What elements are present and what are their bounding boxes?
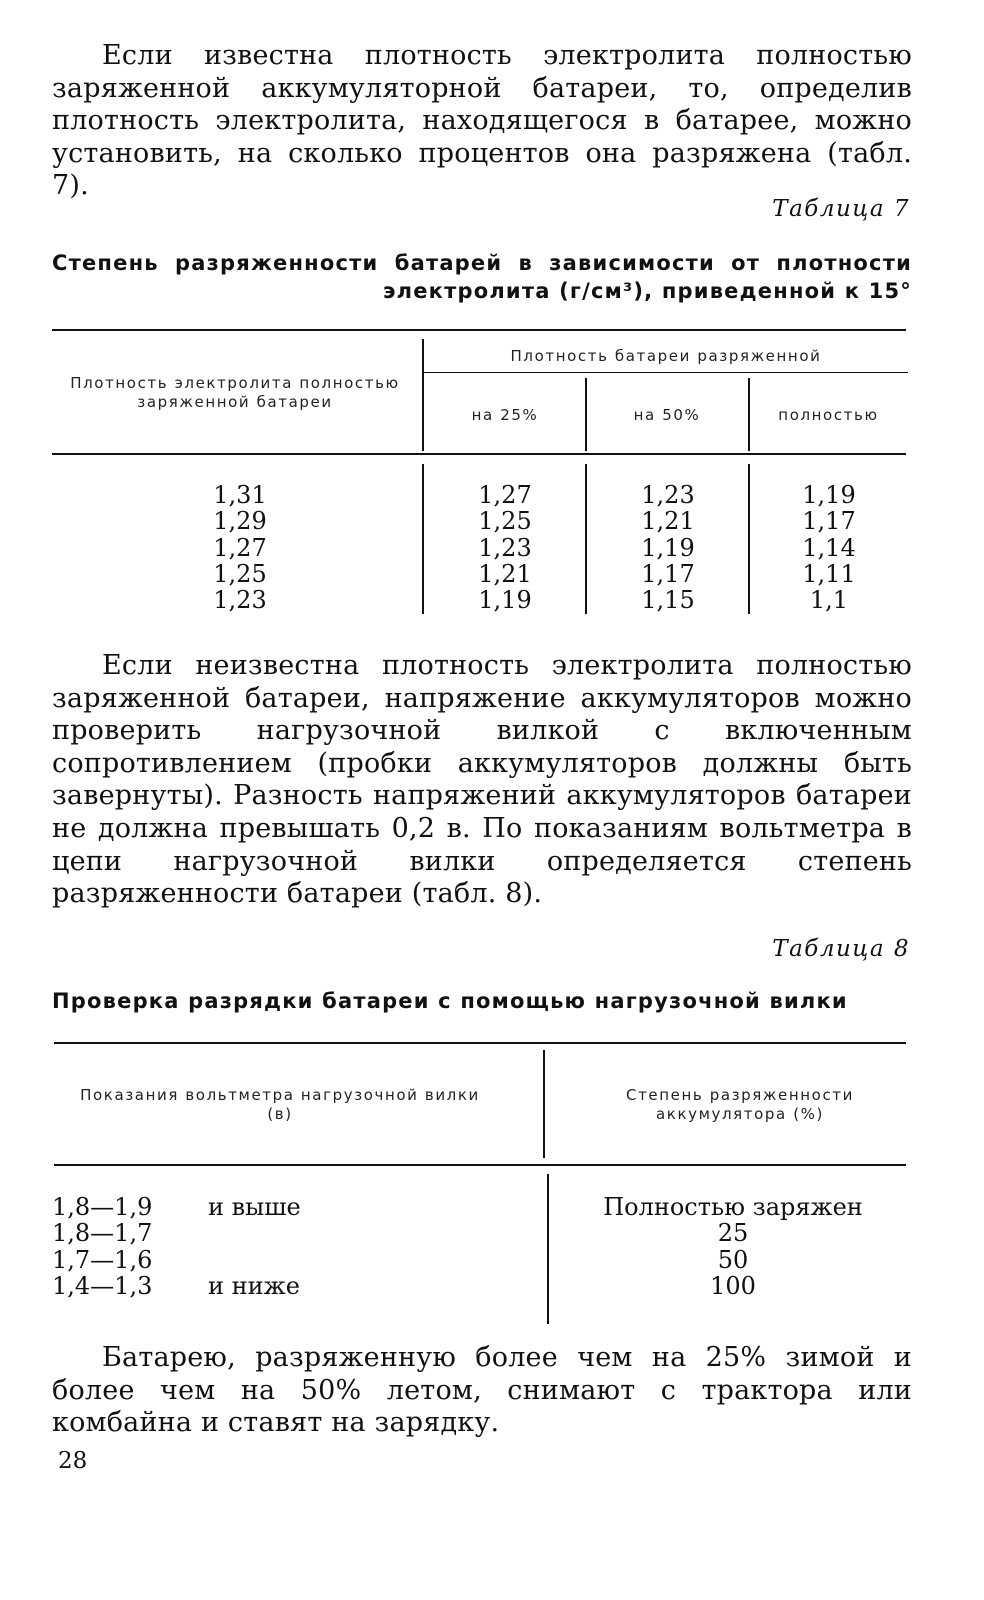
table7-label: Таблица 7	[772, 196, 910, 222]
table7-vline-2-body	[585, 464, 587, 614]
table8-vline-body	[547, 1174, 549, 1324]
table8-ranges	[52, 1194, 152, 1299]
table-cell: 1,8—1,9	[52, 1193, 153, 1221]
table-cell: 25	[717, 1219, 749, 1248]
table7-vline-2-head	[585, 378, 587, 451]
table-cell: 1,19	[802, 481, 856, 509]
table7-subheader-full: полностью	[778, 406, 879, 424]
table7-group-header: Плотность батареи разряженной	[510, 347, 822, 365]
table-cell: и ниже	[208, 1271, 300, 1300]
paragraph-intro: Если известна плотность электролита полностью заряженной аккумуляторной батареи, то, определив плотность электролита, находящегося в батарее, можно установить, на сколько процентов она разряжена (табл. 7).	[52, 40, 912, 202]
table-cell	[208, 1220, 301, 1246]
table8-header-right: Степень разряженности аккумулятора (%)	[626, 1086, 854, 1123]
table8-label: Таблица 8	[772, 936, 910, 962]
table-cell: 1,19	[478, 586, 532, 615]
table7-top-rule	[52, 329, 906, 331]
table8-header-left: Показания вольтметра нагрузочной вилки (в)	[80, 1086, 480, 1123]
table-cell: 1,23	[213, 586, 267, 615]
table7-col3-values	[589, 482, 747, 613]
table8-degrees	[560, 1194, 906, 1299]
table7-title-line2: электролита (г/см³), приведенной к 15°	[383, 279, 912, 303]
table8-header-rule	[54, 1164, 906, 1166]
table7-header-rule	[52, 453, 906, 455]
table7-vline-1-head	[422, 339, 424, 451]
page-number: 28	[58, 1448, 88, 1474]
table7-col4-values	[752, 482, 906, 613]
table-cell: 1,21	[478, 559, 532, 588]
table-cell: 1,23	[641, 481, 695, 509]
table-cell: 1,21	[641, 507, 695, 536]
table-cell: и выше	[208, 1193, 301, 1221]
table-cell: 1,19	[641, 533, 695, 562]
table-cell: 1,4—1,3	[52, 1271, 153, 1300]
table-cell: 1,11	[802, 559, 856, 588]
table7-vline-1-body	[422, 464, 424, 614]
table-cell: 1,31	[213, 481, 267, 509]
table-cell: 1,1	[809, 586, 849, 615]
table-cell: 1,25	[478, 507, 532, 536]
table7-vline-3-head	[748, 378, 750, 451]
table-cell: 50	[717, 1245, 749, 1274]
table7-col1-header: Плотность электролита полностью заряженной батареи	[70, 374, 400, 411]
paragraph-load-fork: Если неизвестна плотность электролита полностью заряженной батареи, напряжение аккумуляторов можно проверить нагрузочной вилкой с включенным сопротивлением (пробки аккумуляторов должны быть завернуты). Разность напряжений аккумуляторов батареи не должна превышать 0,2 в. По показаниям вольтметра в цепи нагрузочной вилки определяется степень разряженности батареи (табл. 8).	[52, 650, 912, 910]
table-cell: 1,27	[478, 481, 532, 509]
paragraph-conclusion: Батарею, разряженную более чем на 25% зимой и более чем на 50% летом, снимают с трактора или комбайна и ставят на зарядку.	[52, 1342, 912, 1439]
table-cell: 1,23	[478, 533, 532, 562]
table7-col1-values	[160, 482, 320, 613]
table7-title-line1: Степень разряженности батарей в зависимости от плотности	[52, 251, 912, 275]
table7-subheader-25: на 25%	[471, 406, 539, 424]
table8-top-rule	[54, 1042, 906, 1044]
table-cell: 100	[710, 1271, 756, 1300]
table-cell: 1,7—1,6	[52, 1245, 153, 1274]
table-cell: 1,17	[802, 507, 856, 536]
table-cell: 1,8—1,7	[52, 1219, 153, 1248]
table7-col2-values	[426, 482, 584, 613]
table-cell: 1,17	[641, 559, 695, 588]
table-cell: 1,29	[213, 507, 267, 536]
table-cell: 1,25	[213, 559, 267, 588]
table-cell: Полностью заряжен	[603, 1193, 863, 1221]
table-cell: 1,15	[641, 586, 695, 615]
table7-subheader-50: на 50%	[633, 406, 701, 424]
table7-vline-3-body	[748, 464, 750, 614]
table7-group-rule	[424, 372, 908, 373]
table-cell	[208, 1247, 301, 1273]
table8-title: Проверка разрядки батареи с помощью нагрузочной вилки	[52, 989, 848, 1013]
table-cell: 1,14	[802, 533, 856, 562]
table-cell: 1,27	[213, 533, 267, 562]
table8-qualifiers	[208, 1194, 301, 1299]
table8-vline-head	[543, 1050, 545, 1158]
